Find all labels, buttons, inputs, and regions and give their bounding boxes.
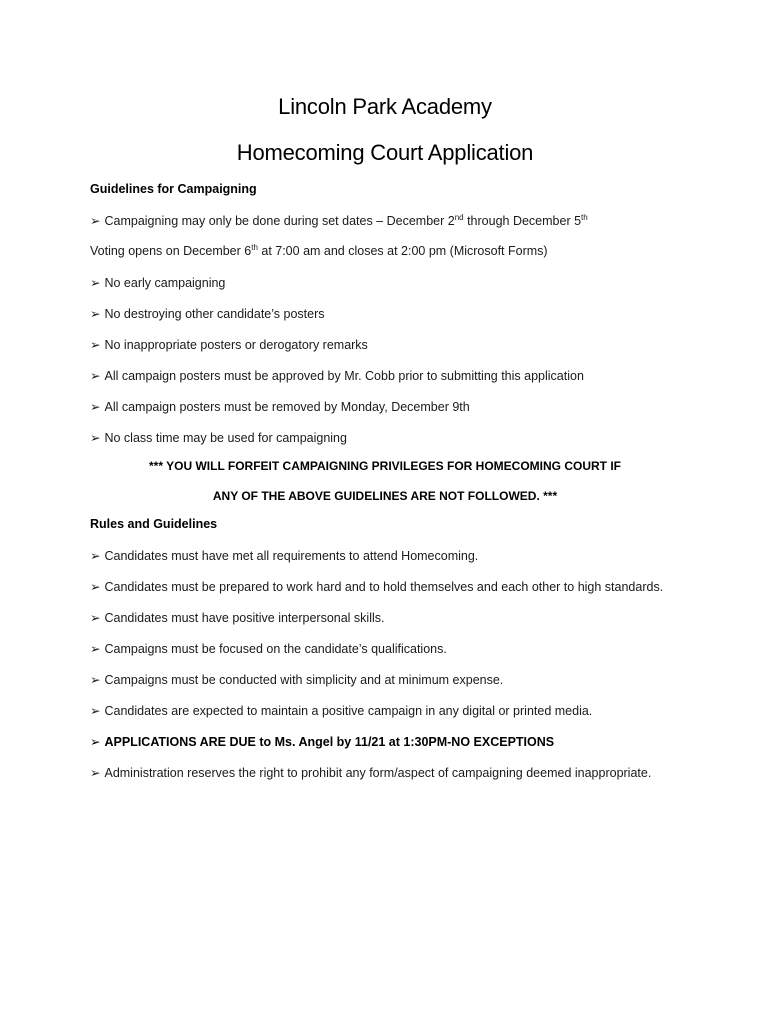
- dates-sup-1: nd: [454, 212, 464, 222]
- form-title: Homecoming Court Application: [236, 140, 534, 165]
- list-item-text: No class time may be used for campaigning: [104, 431, 347, 445]
- voting-text-pre: Voting opens on December 6: [90, 244, 252, 258]
- admin-note-text: Administration reserves the right to prohibit any form/aspect of campaigning deemed inappropriate.: [104, 766, 652, 780]
- rules-heading: Rules and Guidelines: [90, 517, 218, 531]
- arrow-bullet-icon: ➢: [90, 580, 101, 594]
- deadline-item: [90, 734, 554, 749]
- arrow-bullet-icon: ➢: [90, 549, 101, 563]
- deadline-text: APPLICATIONS ARE DUE to Ms. Angel by 11/21 at 1:30PM-NO EXCEPTIONS: [104, 735, 555, 749]
- list-item: [90, 703, 592, 718]
- list-item-text: No destroying other candidate’s posters: [104, 307, 325, 321]
- campaign-dates-item: [90, 213, 588, 228]
- arrow-bullet-icon: ➢: [90, 673, 101, 687]
- list-item: [90, 548, 478, 563]
- list-item: [90, 337, 368, 352]
- arrow-bullet-icon: ➢: [90, 704, 101, 718]
- dates-text-pre: Campaigning may only be done during set dates – December 2: [104, 214, 455, 228]
- list-item-text: Candidates must be prepared to work hard and to hold themselves and each other to high standards.: [104, 580, 664, 594]
- warning-line-2: ANY OF THE ABOVE GUIDELINES ARE NOT FOLLOWED. ***: [212, 489, 558, 503]
- list-item-text: Campaigns must be conducted with simplicity and at minimum expense.: [104, 673, 504, 687]
- arrow-bullet-icon: ➢: [90, 766, 101, 780]
- list-item: [90, 368, 584, 383]
- arrow-bullet-icon: ➢: [90, 642, 101, 656]
- list-item-text: Candidates must have positive interpersonal skills.: [104, 611, 385, 625]
- campaigning-heading: Guidelines for Campaigning: [90, 182, 257, 196]
- arrow-bullet-icon: ➢: [90, 307, 101, 321]
- admin-note-item: [90, 765, 651, 780]
- arrow-bullet-icon: ➢: [90, 276, 101, 290]
- arrow-bullet-icon: ➢: [90, 214, 101, 228]
- arrow-bullet-icon: ➢: [90, 611, 101, 625]
- list-item: [90, 579, 663, 594]
- list-item-text: All campaign posters must be approved by Mr. Cobb prior to submitting this application: [104, 369, 584, 383]
- list-item-text: Campaigns must be focused on the candidate’s qualifications.: [104, 642, 447, 656]
- arrow-bullet-icon: ➢: [90, 431, 101, 445]
- arrow-bullet-icon: ➢: [90, 338, 101, 352]
- warning-line-1: *** YOU WILL FORFEIT CAMPAIGNING PRIVILEGES FOR HOMECOMING COURT IF: [148, 459, 621, 473]
- list-item-text: Candidates are expected to maintain a positive campaign in any digital or printed media.: [104, 704, 593, 718]
- voting-text-post: at 7:00 am and closes at 2:00 pm (Microsoft Forms): [257, 244, 548, 258]
- voting-sup: th: [251, 242, 258, 252]
- school-name: Lincoln Park Academy: [278, 94, 492, 119]
- list-item-text: No early campaigning: [104, 276, 226, 290]
- dates-text-mid: through December 5: [463, 214, 582, 228]
- dates-sup-2: th: [581, 212, 588, 222]
- arrow-bullet-icon: ➢: [90, 400, 101, 414]
- list-item-text: No inappropriate posters or derogatory remarks: [104, 338, 368, 352]
- arrow-bullet-icon: ➢: [90, 369, 101, 383]
- list-item: [90, 610, 384, 625]
- list-item: [90, 275, 225, 290]
- list-item-text: Candidates must have met all requirements to attend Homecoming.: [104, 549, 479, 563]
- list-item: [90, 430, 347, 445]
- arrow-bullet-icon: ➢: [90, 735, 101, 749]
- list-item: [90, 399, 470, 414]
- voting-line: [90, 244, 548, 258]
- list-item: [90, 641, 447, 656]
- list-item-text: All campaign posters must be removed by Monday, December 9th: [104, 400, 470, 414]
- list-item: [90, 672, 503, 687]
- list-item: [90, 306, 325, 321]
